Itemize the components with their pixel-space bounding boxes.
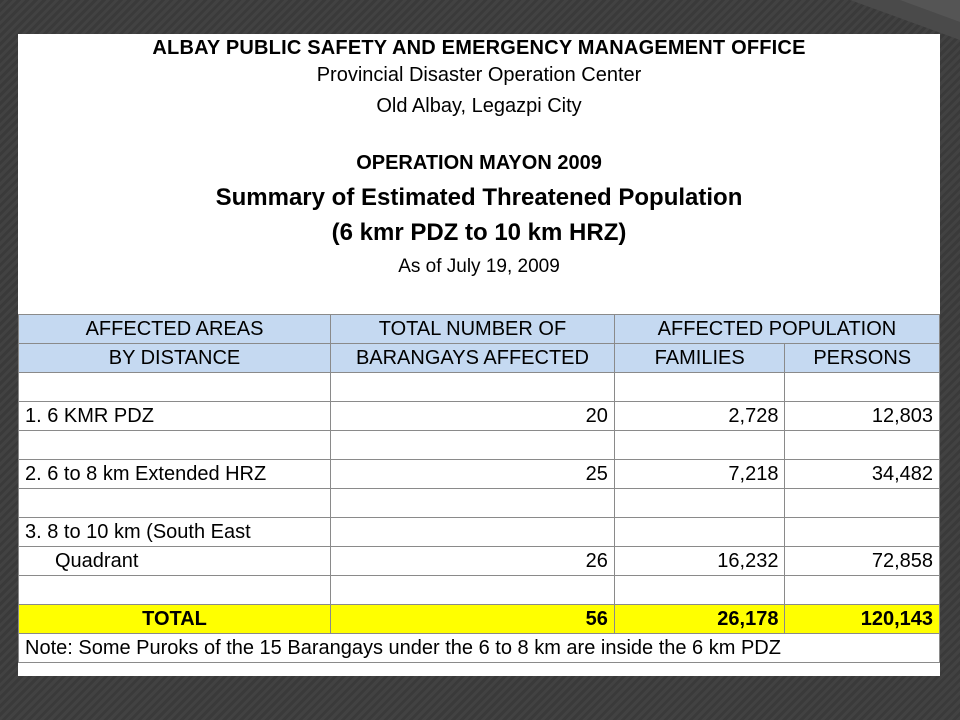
col-header-barangays-line2: BARANGAYS AFFECTED — [331, 344, 615, 373]
col-header-areas: AFFECTED AREAS — [19, 315, 331, 344]
report-date: As of July 19, 2009 — [398, 256, 560, 277]
table-row — [19, 373, 940, 402]
persons-cell: 72,858 — [785, 547, 940, 576]
operation-name: OPERATION MAYON 2009 — [356, 152, 602, 174]
table-note: Note: Some Puroks of the 15 Barangays under the 6 to 8 km are inside the 6 km PDZ — [19, 634, 940, 663]
area-cell: 2. 6 to 8 km Extended HRZ — [19, 460, 331, 489]
office-name: ALBAY PUBLIC SAFETY AND EMERGENCY MANAGEMENT OFFICE — [152, 37, 806, 59]
table-header-row — [19, 344, 940, 373]
families-cell: 7,218 — [614, 460, 785, 489]
table-row — [19, 460, 940, 489]
col-header-families: FAMILIES — [614, 344, 785, 373]
area-cell: 1. 6 KMR PDZ — [19, 402, 331, 431]
families-cell: 2,728 — [614, 402, 785, 431]
col-header-barangays: TOTAL NUMBER OF — [331, 315, 615, 344]
col-header-areas-line2: BY DISTANCE — [19, 344, 331, 373]
barangays-cell: 25 — [331, 460, 615, 489]
table-row — [19, 402, 940, 431]
note-row — [19, 634, 940, 663]
table-row — [19, 547, 940, 576]
total-families: 26,178 — [614, 605, 785, 634]
report-subtitle: (6 kmr PDZ to 10 km HRZ) — [331, 219, 627, 246]
families-cell: 16,232 — [614, 547, 785, 576]
area-cell: 3. 8 to 10 km (South East — [19, 518, 331, 547]
address: Old Albay, Legazpi City — [376, 95, 582, 117]
barangays-cell: 20 — [331, 402, 615, 431]
total-barangays: 56 — [331, 605, 615, 634]
report-title: Summary of Estimated Threatened Population — [215, 184, 743, 211]
barangays-cell: 26 — [331, 547, 615, 576]
table-row — [19, 489, 940, 518]
persons-cell: 12,803 — [785, 402, 940, 431]
total-persons: 120,143 — [785, 605, 940, 634]
total-row — [19, 605, 940, 634]
document-sheet — [18, 34, 940, 676]
center-name: Provincial Disaster Operation Center — [316, 64, 642, 86]
col-header-persons: PERSONS — [785, 344, 940, 373]
col-header-population: AFFECTED POPULATION — [614, 315, 939, 344]
table-row — [19, 518, 940, 547]
persons-cell: 34,482 — [785, 460, 940, 489]
table-header-row — [19, 315, 940, 344]
total-label: TOTAL — [19, 605, 331, 634]
table-row — [19, 576, 940, 605]
population-table — [18, 314, 940, 663]
area-cell-continued: Quadrant — [19, 547, 331, 576]
table-row — [19, 431, 940, 460]
